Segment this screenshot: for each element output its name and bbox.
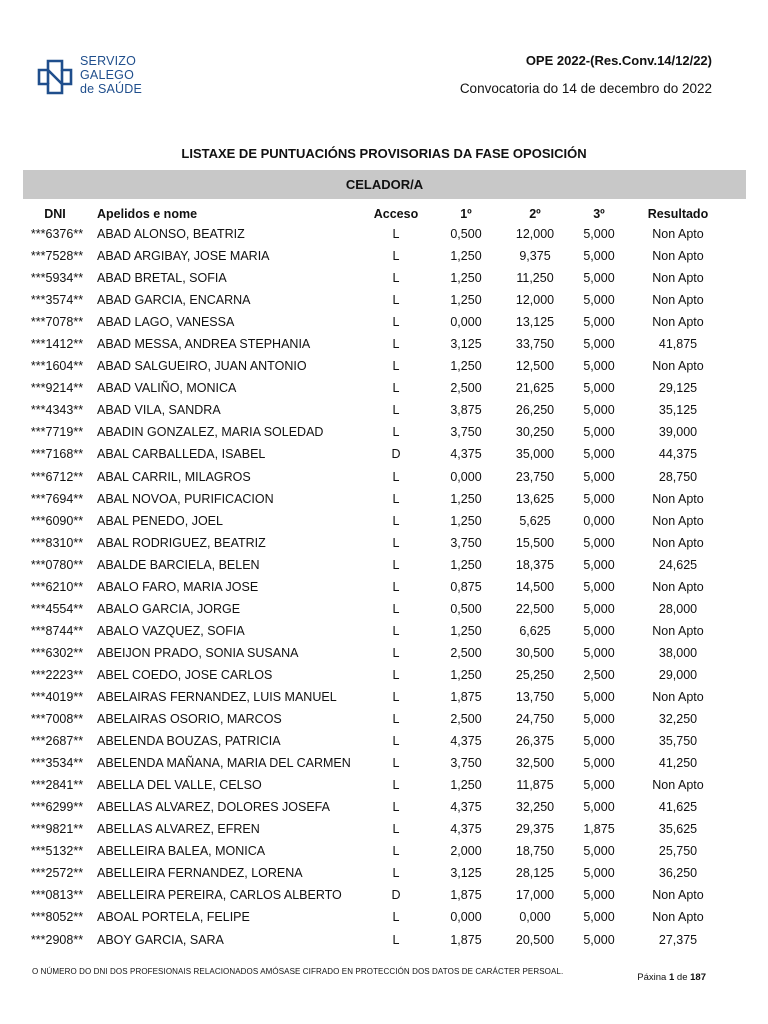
cell-acceso: L — [392, 513, 400, 528]
cell-resultado: 41,250 — [658, 756, 698, 771]
cell-score-1: 3,875 — [450, 403, 482, 418]
cell-score-1: 1,250 — [450, 271, 482, 286]
cell-score-2: 18,750 — [515, 844, 555, 859]
cell-resultado: 24,625 — [658, 557, 698, 572]
cell-score-3: 5,000 — [583, 469, 615, 484]
cell-acceso: L — [392, 800, 400, 815]
cell-name: ABELAIRAS OSORIO, MARCOS — [97, 712, 282, 727]
cell-name: ABELAIRAS FERNANDEZ, LUIS MANUEL — [97, 689, 337, 704]
cell-dni: ***6210** — [30, 579, 84, 594]
cell-score-1: 2,000 — [450, 844, 482, 859]
cell-score-1: 0,000 — [450, 910, 482, 925]
cell-score-2: 22,500 — [515, 601, 555, 616]
cell-score-3: 5,000 — [583, 932, 615, 947]
cell-resultado: Non Apto — [652, 778, 704, 793]
cell-score-3: 5,000 — [583, 227, 615, 241]
cell-acceso: L — [392, 469, 400, 484]
table-row — [0, 687, 768, 709]
cell-score-3: 5,000 — [583, 403, 615, 418]
cell-score-2: 13,750 — [515, 689, 555, 704]
cell-score-1: 1,250 — [450, 557, 482, 572]
cell-score-1: 0,500 — [450, 601, 482, 616]
cell-acceso: L — [392, 491, 400, 506]
page-number: 1 — [668, 972, 675, 983]
cell-resultado: 35,625 — [658, 822, 698, 837]
cell-name: ABAD ALONSO, BEATRIZ — [97, 227, 245, 241]
cell-name: ABAD GARCIA, ENCARNA — [97, 293, 251, 308]
table-body — [0, 224, 768, 952]
cell-dni: ***4554** — [30, 601, 84, 616]
cell-acceso: D — [391, 888, 401, 903]
cell-dni: ***8052** — [30, 910, 84, 925]
col-header-score-3: 3º — [593, 207, 605, 221]
cell-score-3: 0,000 — [583, 513, 615, 528]
cell-score-3: 5,000 — [583, 844, 615, 859]
cell-score-3: 5,000 — [583, 293, 615, 308]
cell-acceso: D — [391, 447, 401, 462]
cell-name: ABAD VILA, SANDRA — [97, 403, 221, 418]
table-row — [0, 489, 768, 511]
cell-acceso: L — [392, 271, 400, 286]
table-row — [0, 819, 768, 841]
cell-score-3: 5,000 — [583, 447, 615, 462]
table-row — [0, 444, 768, 466]
cell-resultado: 38,000 — [658, 645, 698, 660]
table-row — [0, 885, 768, 907]
category-band: CELADOR/A — [23, 170, 746, 199]
cell-score-1: 4,375 — [450, 447, 482, 462]
table-row — [0, 577, 768, 599]
cell-resultado: Non Apto — [652, 293, 704, 308]
cell-resultado: Non Apto — [652, 623, 704, 638]
cell-score-1: 3,125 — [450, 337, 482, 352]
scores-table — [0, 204, 768, 952]
cell-score-2: 13,625 — [515, 491, 555, 506]
cell-dni: ***9214** — [30, 381, 84, 396]
cell-score-3: 5,000 — [583, 579, 615, 594]
table-row — [0, 731, 768, 753]
cell-score-1: 1,875 — [450, 932, 482, 947]
cell-score-1: 0,500 — [450, 227, 482, 241]
cell-dni: ***8310** — [30, 535, 84, 550]
cell-score-3: 5,000 — [583, 623, 615, 638]
cell-dni: ***8744** — [30, 623, 84, 638]
cell-resultado: 28,750 — [658, 469, 698, 484]
table-row — [0, 555, 768, 577]
cell-score-2: 12,500 — [515, 359, 555, 374]
cell-acceso: L — [392, 689, 400, 704]
cell-resultado: 44,375 — [658, 447, 698, 462]
cell-score-2: 13,125 — [515, 315, 555, 330]
cell-score-2: 29,375 — [515, 822, 555, 837]
cell-name: ABALO FARO, MARIA JOSE — [97, 579, 259, 594]
cell-resultado: Non Apto — [652, 491, 704, 506]
ope-reference: OPE 2022-(Res.Conv.14/12/22) — [525, 53, 712, 68]
cell-name: ABELENDA BOUZAS, PATRICIA — [97, 734, 281, 749]
cell-score-3: 5,000 — [583, 315, 615, 330]
cell-acceso: L — [392, 844, 400, 859]
cell-resultado: Non Apto — [652, 271, 704, 286]
cell-resultado: Non Apto — [652, 227, 704, 241]
cell-score-1: 1,250 — [450, 293, 482, 308]
cell-dni: ***2687** — [30, 734, 84, 749]
cell-dni: ***3574** — [30, 293, 84, 308]
cell-resultado: 41,625 — [658, 800, 698, 815]
cell-resultado: 35,750 — [658, 734, 698, 749]
cell-dni: ***2572** — [30, 866, 84, 881]
cell-name: ABEIJON PRADO, SONIA SUSANA — [97, 645, 299, 660]
cell-dni: ***2223** — [30, 667, 84, 682]
cell-dni: ***6712** — [30, 469, 84, 484]
table-row — [0, 268, 768, 290]
cell-acceso: L — [392, 425, 400, 440]
cell-score-3: 5,000 — [583, 888, 615, 903]
cell-score-3: 5,000 — [583, 425, 615, 440]
cell-name: ABAL CARBALLEDA, ISABEL — [97, 447, 266, 462]
cell-resultado: 29,000 — [658, 667, 698, 682]
cell-acceso: L — [392, 227, 400, 241]
cell-score-3: 5,000 — [583, 601, 615, 616]
cell-score-1: 2,500 — [450, 712, 482, 727]
cell-score-2: 11,875 — [516, 778, 554, 793]
cell-acceso: L — [392, 932, 400, 947]
table-row — [0, 665, 768, 687]
cell-score-2: 14,500 — [515, 579, 555, 594]
cell-name: ABELLA DEL VALLE, CELSO — [97, 778, 262, 793]
cell-score-3: 5,000 — [583, 800, 615, 815]
cell-resultado: 28,000 — [658, 601, 698, 616]
cell-score-2: 28,125 — [515, 866, 555, 881]
cell-score-2: 5,625 — [519, 513, 551, 528]
cell-acceso: L — [392, 734, 400, 749]
cell-acceso: L — [392, 778, 400, 793]
cell-acceso: L — [392, 667, 400, 682]
cell-score-2: 26,375 — [515, 734, 555, 749]
cell-name: ABAD MESSA, ANDREA STEPHANIA — [97, 337, 311, 352]
cell-score-2: 30,500 — [515, 645, 555, 660]
table-row — [0, 356, 768, 378]
table-row — [0, 643, 768, 665]
logo-wordmark: SERVIZO GALEGO de SAÚDE — [80, 54, 143, 96]
cell-name: ABOY GARCIA, SARA — [97, 932, 224, 947]
cell-score-3: 5,000 — [583, 381, 615, 396]
cell-acceso: L — [392, 535, 400, 550]
cell-score-2: 6,625 — [519, 623, 551, 638]
cell-score-2: 20,500 — [515, 932, 555, 947]
cell-dni: ***3534** — [30, 756, 84, 771]
cell-score-3: 5,000 — [583, 778, 615, 793]
table-row — [0, 511, 768, 533]
cell-score-1: 1,250 — [450, 513, 482, 528]
cell-resultado: 27,375 — [658, 932, 698, 947]
cell-score-3: 5,000 — [583, 689, 615, 704]
cell-score-2: 32,250 — [515, 800, 555, 815]
cell-resultado: 32,250 — [658, 712, 698, 727]
table-row — [0, 930, 768, 952]
page-indicator — [637, 972, 706, 983]
cell-name: ABAL RODRIGUEZ, BEATRIZ — [97, 535, 266, 550]
table-row — [0, 312, 768, 334]
cell-acceso: L — [392, 403, 400, 418]
cell-score-2: 35,000 — [515, 447, 555, 462]
col-header-score-1: 1º — [460, 207, 472, 221]
cell-score-1: 3,750 — [450, 756, 482, 771]
cell-score-1: 1,875 — [450, 689, 482, 704]
page-of: de — [676, 972, 688, 983]
cell-acceso: L — [392, 910, 400, 925]
cell-acceso: L — [392, 359, 400, 374]
cell-dni: ***9821** — [30, 822, 84, 837]
cell-score-3: 5,000 — [583, 734, 615, 749]
cell-score-1: 1,875 — [450, 888, 482, 903]
cell-score-2: 11,250 — [516, 271, 554, 286]
table-row — [0, 378, 768, 400]
cell-acceso: L — [392, 645, 400, 660]
table-row — [0, 400, 768, 422]
table-row — [0, 533, 768, 555]
cell-acceso: L — [392, 293, 400, 308]
cell-score-3: 1,875 — [583, 822, 615, 837]
cell-name: ABALO VAZQUEZ, SOFIA — [97, 623, 245, 638]
document-title: LISTAXE DE PUNTUACIÓNS PROVISORIAS DA FASE OPOSICIÓN — [181, 146, 587, 161]
cell-score-2: 25,250 — [515, 667, 555, 682]
cell-acceso: L — [392, 249, 400, 264]
cell-dni: ***1604** — [30, 359, 84, 374]
cell-dni: ***7078** — [30, 315, 84, 330]
cell-score-1: 4,375 — [450, 800, 482, 815]
cell-score-2: 33,750 — [515, 337, 555, 352]
cell-score-1: 1,250 — [450, 359, 482, 374]
table-row — [0, 246, 768, 268]
cell-score-3: 5,000 — [583, 535, 615, 550]
cell-score-1: 4,375 — [450, 734, 482, 749]
cell-resultado: Non Apto — [652, 315, 704, 330]
cell-dni: ***4019** — [30, 689, 84, 704]
cell-score-1: 0,000 — [450, 469, 482, 484]
cell-name: ABAD ARGIBAY, JOSE MARIA — [97, 249, 270, 264]
cell-score-1: 1,250 — [450, 491, 482, 506]
cell-dni: ***7719** — [30, 425, 84, 440]
table-row — [0, 709, 768, 731]
table-row — [0, 334, 768, 356]
table-row — [0, 775, 768, 797]
table-header-row — [0, 204, 768, 224]
cell-resultado: Non Apto — [652, 689, 704, 704]
cell-dni: ***5132** — [30, 844, 84, 859]
table-row — [0, 599, 768, 621]
cell-name: ABALO GARCIA, JORGE — [97, 601, 241, 616]
document-header — [460, 53, 712, 96]
cell-score-2: 0,000 — [519, 910, 551, 925]
cell-dni: ***2908** — [30, 932, 84, 947]
cell-name: ABAD VALIÑO, MONICA — [97, 381, 237, 396]
table-row — [0, 841, 768, 863]
cell-dni: ***6376** — [30, 227, 84, 241]
page-label: Páxina — [637, 972, 667, 983]
cell-resultado: Non Apto — [652, 359, 704, 374]
cell-score-3: 5,000 — [583, 756, 615, 771]
cell-name: ABAD LAGO, VANESSA — [97, 315, 235, 330]
cell-name: ABAL PENEDO, JOEL — [97, 513, 223, 528]
cell-dni: ***5934** — [30, 271, 84, 286]
cell-score-2: 9,375 — [519, 249, 551, 264]
cell-score-1: 1,250 — [450, 623, 482, 638]
cell-score-2: 21,625 — [515, 381, 555, 396]
cell-score-1: 4,375 — [450, 822, 482, 837]
cell-dni: ***4343** — [30, 403, 84, 418]
cell-name: ABAD BRETAL, SOFIA — [97, 271, 227, 286]
cell-name: ABAL CARRIL, MILAGROS — [97, 469, 251, 484]
privacy-note: O NÚMERO DO DNI DOS PROFESIONAIS RELACIONADOS AMÓSASE CIFRADO EN PROTECCIÓN DOS DATOS DE CARÁCTER PERSOAL. — [32, 967, 564, 976]
table-row — [0, 467, 768, 489]
cell-dni: ***7008** — [30, 712, 84, 727]
cell-acceso: L — [392, 381, 400, 396]
cell-score-3: 5,000 — [583, 249, 615, 264]
cell-score-2: 32,500 — [515, 756, 555, 771]
sergas-cross-icon — [36, 58, 74, 96]
cell-score-2: 12,000 — [515, 227, 555, 241]
cell-name: ABADIN GONZALEZ, MARIA SOLEDAD — [97, 425, 324, 440]
cell-resultado: Non Apto — [652, 249, 704, 264]
cell-score-2: 24,750 — [515, 712, 555, 727]
cell-acceso: L — [392, 557, 400, 572]
table-row — [0, 753, 768, 775]
cell-score-3: 5,000 — [583, 910, 615, 925]
table-row — [0, 863, 768, 885]
cell-score-2: 30,250 — [515, 425, 555, 440]
cell-score-1: 2,500 — [450, 645, 482, 660]
cell-score-1: 1,250 — [450, 249, 482, 264]
cell-resultado: 35,125 — [658, 403, 698, 418]
cell-dni: ***0813** — [30, 888, 84, 903]
cell-score-3: 5,000 — [583, 491, 615, 506]
cell-score-1: 1,250 — [450, 667, 482, 682]
cell-dni: ***7528** — [30, 249, 84, 264]
cell-acceso: L — [392, 756, 400, 771]
cell-score-3: 5,000 — [583, 712, 615, 727]
cell-resultado: 29,125 — [658, 381, 698, 396]
table-row — [0, 224, 768, 246]
cell-resultado: Non Apto — [652, 910, 704, 925]
cell-score-2: 12,000 — [515, 293, 555, 308]
cell-score-1: 3,750 — [450, 425, 482, 440]
cell-score-3: 5,000 — [583, 645, 615, 660]
col-header-resultado: Resultado — [647, 207, 709, 221]
cell-dni: ***1412** — [30, 337, 84, 352]
cell-name: ABELLEIRA PEREIRA, CARLOS ALBERTO — [97, 888, 342, 903]
cell-dni: ***7168** — [30, 447, 84, 462]
cell-score-3: 5,000 — [583, 337, 615, 352]
cell-resultado: Non Apto — [652, 513, 704, 528]
cell-score-3: 2,500 — [583, 667, 615, 682]
cell-name: ABAL NOVOA, PURIFICACION — [97, 491, 274, 506]
col-header-name: Apelidos e nome — [97, 207, 198, 221]
table-row — [0, 907, 768, 929]
cell-dni: ***6302** — [30, 645, 84, 660]
cell-resultado: Non Apto — [652, 888, 704, 903]
cell-name: ABOAL PORTELA, FELIPE — [97, 910, 250, 925]
table-row — [0, 422, 768, 444]
cell-name: ABELENDA MAÑANA, MARIA DEL CARMEN — [97, 756, 351, 771]
cell-score-2: 17,000 — [515, 888, 555, 903]
cell-resultado: Non Apto — [652, 535, 704, 550]
cell-score-1: 3,125 — [450, 866, 482, 881]
cell-dni: ***6090** — [30, 513, 84, 528]
cell-resultado: 25,750 — [658, 844, 698, 859]
cell-resultado: 36,250 — [658, 866, 698, 881]
cell-acceso: L — [392, 623, 400, 638]
cell-name: ABEL COEDO, JOSE CARLOS — [97, 667, 273, 682]
col-header-score-2: 2º — [529, 207, 541, 221]
cell-score-2: 15,500 — [515, 535, 555, 550]
cell-score-2: 23,750 — [515, 469, 555, 484]
cell-score-2: 18,375 — [515, 557, 555, 572]
col-header-dni: DNI — [44, 207, 66, 221]
cell-name: ABALDE BARCIELA, BELEN — [97, 557, 260, 572]
cell-name: ABAD SALGUEIRO, JUAN ANTONIO — [97, 359, 307, 374]
table-row — [0, 797, 768, 819]
cell-acceso: L — [392, 822, 400, 837]
cell-acceso: L — [392, 601, 400, 616]
cell-acceso: L — [392, 579, 400, 594]
cell-name: ABELLEIRA FERNANDEZ, LORENA — [97, 866, 303, 881]
cell-score-3: 5,000 — [583, 359, 615, 374]
cell-score-1: 3,750 — [450, 535, 482, 550]
cell-score-1: 0,000 — [450, 315, 482, 330]
cell-score-2: 26,250 — [515, 403, 555, 418]
cell-score-3: 5,000 — [583, 557, 615, 572]
cell-acceso: L — [392, 712, 400, 727]
cell-acceso: L — [392, 866, 400, 881]
convocatoria-date: Convocatoria do 14 de decembro do 2022 — [459, 81, 712, 96]
cell-name: ABELLAS ALVAREZ, EFREN — [97, 822, 260, 837]
cell-score-1: 1,250 — [450, 778, 482, 793]
table-row — [0, 290, 768, 312]
table-row — [0, 621, 768, 643]
cell-resultado: 41,875 — [658, 337, 698, 352]
cell-acceso: L — [392, 315, 400, 330]
page-total: 187 — [690, 972, 706, 983]
cell-score-3: 5,000 — [583, 866, 615, 881]
cell-dni: ***2841** — [30, 778, 84, 793]
cell-resultado: Non Apto — [652, 579, 704, 594]
sergas-logo — [36, 54, 146, 102]
cell-dni: ***7694** — [30, 491, 84, 506]
cell-dni: ***0780** — [30, 557, 84, 572]
cell-acceso: L — [392, 337, 400, 352]
cell-resultado: 39,000 — [658, 425, 698, 440]
cell-score-1: 0,875 — [450, 579, 482, 594]
cell-score-1: 2,500 — [450, 381, 482, 396]
cell-dni: ***6299** — [30, 800, 84, 815]
cell-score-3: 5,000 — [583, 271, 615, 286]
cell-name: ABELLAS ALVAREZ, DOLORES JOSEFA — [97, 800, 330, 815]
col-header-acceso: Acceso — [373, 207, 419, 221]
cell-name: ABELLEIRA BALEA, MONICA — [97, 844, 266, 859]
